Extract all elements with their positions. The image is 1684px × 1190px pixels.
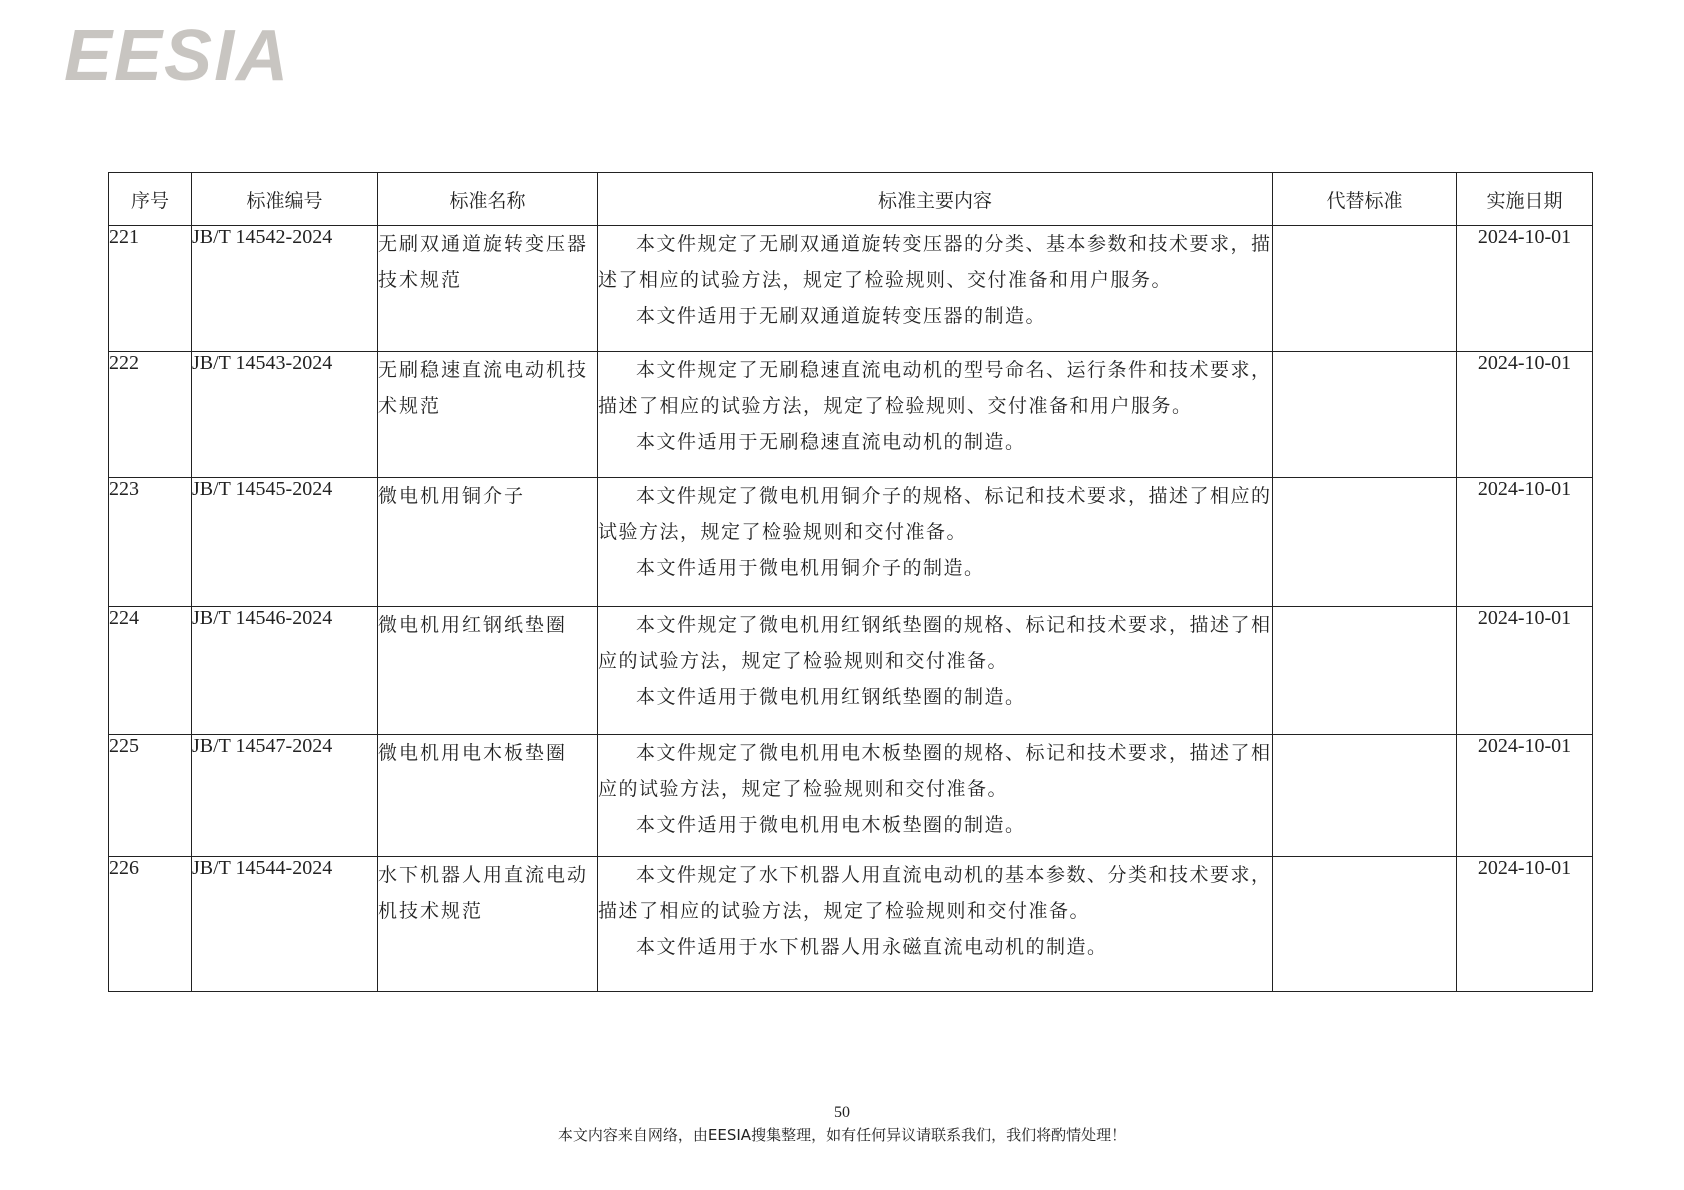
header-code: 标准编号	[192, 173, 378, 226]
row-content	[598, 735, 1273, 857]
row-content	[598, 857, 1273, 992]
table-row	[109, 735, 1593, 857]
header-date: 实施日期	[1457, 173, 1593, 226]
row-code: JB/T 14547-2024	[192, 735, 378, 857]
page-number: 50	[834, 1104, 850, 1121]
row-num: 226	[109, 857, 192, 992]
row-date: 2024-10-01	[1457, 857, 1593, 992]
row-content-applicability: 本文件适用于水下机器人用永磁直流电动机的制造。	[636, 936, 1108, 958]
eesia-logo: EESIA	[64, 16, 291, 96]
row-content	[598, 607, 1273, 735]
row-content	[598, 478, 1273, 607]
row-content-scope: 本文件规定了无刷双通道旋转变压器的分类、基本参数和技术要求，描述了相应的试验方法，规定了检验规则、交付准备和用户服务。	[598, 233, 1272, 291]
row-date: 2024-10-01	[1457, 226, 1593, 352]
row-code: JB/T 14546-2024	[192, 607, 378, 735]
table-header-row	[109, 173, 1593, 226]
table-row	[109, 478, 1593, 607]
header-num: 序号	[109, 173, 192, 226]
row-num: 224	[109, 607, 192, 735]
row-content-applicability: 本文件适用于微电机用铜介子的制造。	[636, 557, 985, 579]
table-row	[109, 607, 1593, 735]
row-replace	[1273, 735, 1457, 857]
footer-disclaimer: 本文内容来自网络，由EESIA搜集整理，如有任何异议请联系我们，我们将酌情处理！	[557, 1126, 1127, 1144]
row-content-scope: 本文件规定了微电机用红钢纸垫圈的规格、标记和技术要求，描述了相应的试验方法，规定了检验规则和交付准备。	[598, 614, 1272, 672]
row-content-applicability: 本文件适用于微电机用电木板垫圈的制造。	[636, 814, 1026, 836]
row-replace	[1273, 226, 1457, 352]
row-name: 微电机用红钢纸垫圈	[378, 607, 598, 735]
row-name: 微电机用电木板垫圈	[378, 735, 598, 857]
row-content-applicability: 本文件适用于微电机用红钢纸垫圈的制造。	[636, 686, 1026, 708]
row-code: JB/T 14543-2024	[192, 352, 378, 478]
row-date: 2024-10-01	[1457, 735, 1593, 857]
row-content	[598, 352, 1273, 478]
row-replace	[1273, 478, 1457, 607]
header-replace: 代替标准	[1273, 173, 1457, 226]
row-date: 2024-10-01	[1457, 478, 1593, 607]
row-replace	[1273, 352, 1457, 478]
header-name: 标准名称	[378, 173, 598, 226]
row-content	[598, 226, 1273, 352]
row-num: 221	[109, 226, 192, 352]
row-replace	[1273, 857, 1457, 992]
row-date: 2024-10-01	[1457, 607, 1593, 735]
row-code: JB/T 14545-2024	[192, 478, 378, 607]
table-row	[109, 857, 1593, 992]
table-row	[109, 226, 1593, 352]
row-name: 微电机用铜介子	[378, 478, 598, 607]
row-num: 222	[109, 352, 192, 478]
row-content-scope: 本文件规定了无刷稳速直流电动机的型号命名、运行条件和技术要求，描述了相应的试验方法，规定了检验规则、交付准备和用户服务。	[598, 359, 1272, 417]
row-content-applicability: 本文件适用于无刷双通道旋转变压器的制造。	[636, 305, 1047, 327]
row-content-scope: 本文件规定了微电机用铜介子的规格、标记和技术要求，描述了相应的试验方法，规定了检验规则和交付准备。	[598, 485, 1272, 543]
row-name: 无刷双通道旋转变压器技术规范	[378, 226, 598, 352]
standards-table	[108, 172, 1593, 992]
header-content: 标准主要内容	[598, 173, 1273, 226]
row-num: 225	[109, 735, 192, 857]
row-code: JB/T 14544-2024	[192, 857, 378, 992]
row-replace	[1273, 607, 1457, 735]
table-row	[109, 352, 1593, 478]
row-content-scope: 本文件规定了微电机用电木板垫圈的规格、标记和技术要求，描述了相应的试验方法，规定了检验规则和交付准备。	[598, 742, 1272, 800]
row-num: 223	[109, 478, 192, 607]
row-name: 水下机器人用直流电动机技术规范	[378, 857, 598, 992]
row-content-scope: 本文件规定了水下机器人用直流电动机的基本参数、分类和技术要求，描述了相应的试验方法，规定了检验规则和交付准备。	[598, 864, 1272, 922]
row-name: 无刷稳速直流电动机技术规范	[378, 352, 598, 478]
row-date: 2024-10-01	[1457, 352, 1593, 478]
row-content-applicability: 本文件适用于无刷稳速直流电动机的制造。	[636, 431, 1026, 453]
row-code: JB/T 14542-2024	[192, 226, 378, 352]
